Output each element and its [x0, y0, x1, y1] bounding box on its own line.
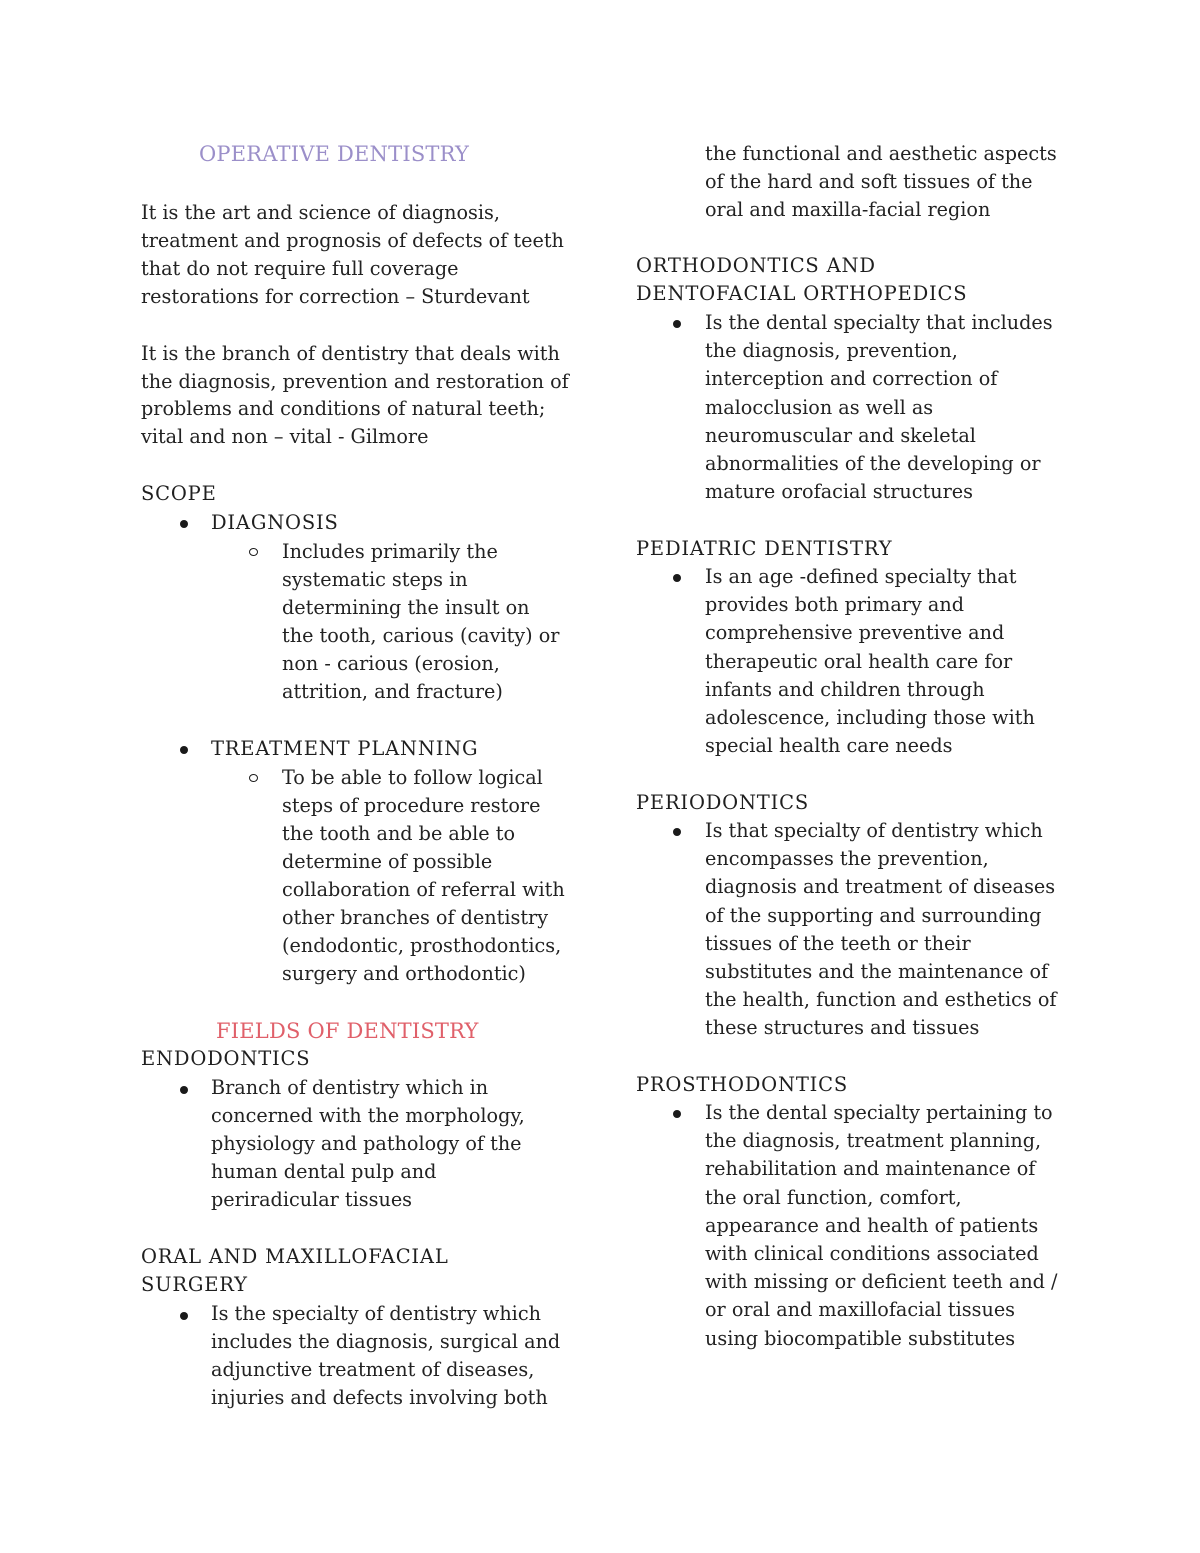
text-line: neuromuscular and skeletal	[705, 424, 976, 447]
bullet-icon	[180, 1312, 188, 1320]
bullet-icon	[673, 1110, 681, 1118]
text-line: systematic steps in	[282, 568, 468, 591]
text-line: attrition, and fracture)	[282, 680, 503, 703]
text-line: provides both primary and	[705, 593, 964, 616]
text-line: encompasses the prevention,	[705, 847, 989, 870]
text-line: mature orofacial structures	[705, 480, 973, 503]
text-line: the health, function and esthetics of	[705, 988, 1057, 1011]
text-line: with missing or deficient teeth and /	[705, 1270, 1058, 1293]
bullet-icon	[180, 520, 188, 528]
text-line: It is the branch of dentistry that deals with	[141, 342, 560, 365]
scope-item-diagnosis: DIAGNOSIS	[211, 511, 339, 534]
bullet-icon	[673, 828, 681, 836]
text-line: or oral and maxillofacial tissues	[705, 1298, 1016, 1321]
text-line: Is an age -defined specialty that	[705, 565, 1017, 588]
text-line: determining the insult on	[282, 596, 530, 619]
text-line: the oral function, comfort,	[705, 1186, 962, 1209]
text-line: injuries and defects involving both	[211, 1386, 548, 1409]
text-line: other branches of dentistry	[282, 906, 549, 929]
text-line: Is the dental specialty pertaining to	[705, 1101, 1053, 1124]
text-line: tissues of the teeth or their	[705, 932, 971, 955]
text-line: Includes primarily the	[282, 540, 498, 563]
scope-item-treatment-planning: TREATMENT PLANNING	[211, 737, 479, 760]
text-line: of the hard and soft tissues of the	[705, 170, 1033, 193]
text-line: restorations for correction – Sturdevant	[141, 285, 530, 308]
text-line: collaboration of referral with	[282, 878, 565, 901]
text-line: surgery and orthodontic)	[282, 962, 526, 985]
sub-bullet-icon	[249, 548, 258, 556]
text-line: the diagnosis, treatment planning,	[705, 1129, 1042, 1152]
text-line: the tooth, carious (cavity) or	[282, 624, 560, 647]
section-heading-periodontics: PERIODONTICS	[636, 791, 809, 814]
fields-title: FIELDS OF DENTISTRY	[216, 1019, 479, 1043]
text-line: human dental pulp and	[211, 1160, 437, 1183]
text-line: using biocompatible substitutes	[705, 1327, 1016, 1350]
section-heading-pediatric: PEDIATRIC DENTISTRY	[636, 537, 893, 560]
text-line: includes the diagnosis, surgical and	[211, 1330, 561, 1353]
bullet-icon	[673, 320, 681, 328]
text-line: the functional and aesthetic aspects	[705, 142, 1057, 165]
text-line: substitutes and the maintenance of	[705, 960, 1049, 983]
text-line: adjunctive treatment of diseases,	[211, 1358, 535, 1381]
text-line: Is the dental specialty that includes	[705, 311, 1053, 334]
text-line: that do not require full coverage	[141, 257, 459, 280]
text-line: with clinical conditions associated	[705, 1242, 1039, 1265]
text-line: the diagnosis, prevention and restoration of	[141, 370, 569, 393]
bullet-icon	[180, 746, 188, 754]
text-line: of the supporting and surrounding	[705, 904, 1042, 927]
text-line: comprehensive preventive and	[705, 621, 1005, 644]
section-heading-prosthodontics: PROSTHODONTICS	[636, 1073, 849, 1096]
page-title: OPERATIVE DENTISTRY	[199, 142, 470, 166]
bullet-icon	[180, 1086, 188, 1094]
text-line: interception and correction of	[705, 367, 998, 390]
text-line: the diagnosis, prevention,	[705, 339, 958, 362]
text-line: oral and maxilla-facial region	[705, 198, 991, 221]
section-heading-orthodontics: ORTHODONTICS AND	[636, 254, 876, 277]
text-line: these structures and tissues	[705, 1016, 980, 1039]
text-line: adolescence, including those with	[705, 706, 1035, 729]
text-line: therapeutic oral health care for	[705, 650, 1013, 673]
text-line: (endodontic, prosthodontics,	[282, 934, 562, 957]
text-line: problems and conditions of natural teeth;	[141, 397, 546, 420]
text-line: non - carious (erosion,	[282, 652, 500, 675]
text-line: appearance and health of patients	[705, 1214, 1039, 1237]
text-line: infants and children through	[705, 678, 985, 701]
text-line: diagnosis and treatment of diseases	[705, 875, 1056, 898]
text-line: concerned with the morphology,	[211, 1104, 525, 1127]
text-line: treatment and prognosis of defects of teeth	[141, 229, 564, 252]
section-heading-scope: SCOPE	[141, 482, 217, 505]
text-line: rehabilitation and maintenance of	[705, 1157, 1036, 1180]
text-line: Is that specialty of dentistry which	[705, 819, 1043, 842]
text-line: steps of procedure restore	[282, 794, 541, 817]
section-heading-endodontics: ENDODONTICS	[141, 1047, 311, 1070]
sub-bullet-icon	[249, 774, 258, 782]
section-heading-oral-surgery-cont: SURGERY	[141, 1273, 248, 1296]
text-line: It is the art and science of diagnosis,	[141, 201, 500, 224]
text-line: periradicular tissues	[211, 1188, 413, 1211]
text-line: abnormalities of the developing or	[705, 452, 1041, 475]
section-heading-oral-surgery: ORAL AND MAXILLOFACIAL	[141, 1245, 449, 1268]
text-line: To be able to follow logical	[282, 766, 543, 789]
text-line: malocclusion as well as	[705, 396, 934, 419]
section-heading-orthodontics-cont: DENTOFACIAL ORTHOPEDICS	[636, 282, 968, 305]
text-line: vital and non – vital - Gilmore	[141, 425, 429, 448]
text-line: Is the specialty of dentistry which	[211, 1302, 541, 1325]
text-line: physiology and pathology of the	[211, 1132, 522, 1155]
text-line: Branch of dentistry which in	[211, 1076, 489, 1099]
bullet-icon	[673, 574, 681, 582]
text-line: special health care needs	[705, 734, 953, 757]
text-line: determine of possible	[282, 850, 493, 873]
text-line: the tooth and be able to	[282, 822, 515, 845]
